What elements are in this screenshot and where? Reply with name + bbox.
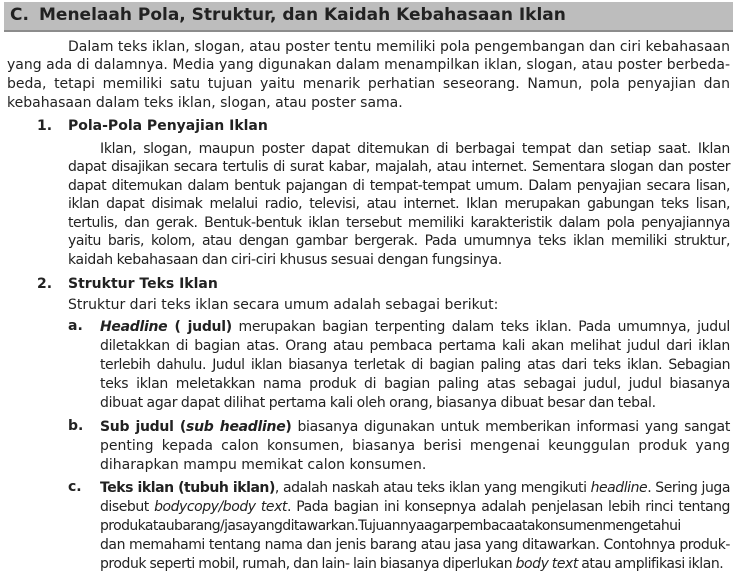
teksiklan-first-rest: , adalah naskah atau teks iklan yang mengikuti [274,480,591,496]
section-title: Menelaah Pola, Struktur, dan Kaidah Kebahasaan Iklan [39,5,566,25]
teksiklan-line: dan memahami tentang nama dan jenis barang atau jasa yang ditawarkan. Contohnya produk- [100,537,730,553]
subjudul-term-close: ) [285,419,292,435]
item1-line: Iklan, slogan, maupun poster dapat ditemukan di berbagai tempat dan setiap saat. Iklan [100,141,730,157]
struktur-lead: Struktur dari teks iklan secara umum adalah sebagai berikut: [68,297,499,313]
teksiklan-headline-italic: headline [590,480,648,496]
teksiklan-line [100,555,723,573]
item1-line: kaidah kebahasaan dan ciri-ciri khusus sesuai dengan fungsinya. [68,252,502,268]
teksiklan-line [100,479,730,497]
item-number: 2. [37,276,53,292]
headline-term: Headline [100,319,168,335]
headline-line: dibuat agar dapat dilihat pertama kali oleh orang, biasanya dibuat besar dan tebal. [100,395,656,411]
subjudul-line: diharapkan mampu memikat calon konsumen. [100,457,427,473]
teksiklan-first-end: . Sering juga [647,480,730,496]
subjudul-term-italic: sub headline [186,419,286,435]
teksiklan-l5-end: atau amplifikasi iklan. [577,556,724,572]
item1-line: iklan dapat disimak melalui radio, televisi, atau internet. Iklan merupakan gabungan teks lisan, [68,196,730,212]
subjudul-term: Sub judul ( [100,419,187,435]
subheading-struktur: Struktur Teks Iklan [68,276,218,292]
list-letter: b. [68,418,84,434]
teksiklan-l2-start: disebut [100,499,155,515]
subjudul-first-rest: biasanya digunakan untuk memberikan informasi yang sangat [291,419,731,435]
item1-line: yaitu baris, kolom, atau dengan gambar bergerak. Pada umumnya teks iklan memiliki struktur, [68,233,730,249]
intro-line: beda, tetapi memiliki satu tujuan yaitu menarik perhatian seseorang. Namun, pola penyajian dan [7,76,730,92]
teksiklan-l2-end: . Pada bagian ini konsepnya adalah penjelasan lebih rinci tentang [286,499,730,515]
subheading-pola-penyajian: Pola-Pola Penyajian Iklan [68,118,268,134]
section-header [4,2,733,32]
list-letter: c. [68,479,82,495]
teksiklan-l5-start: produk seperti mobil, rumah, dan lain- lain biasanya diperlukan [100,556,516,572]
headline-term-rest: ( judul) [167,319,232,335]
headline-line: terlebih dahulu. Judul iklan biasanya terletak di bagian paling atas dari teks iklan. Sebagian [100,357,730,373]
headline-line: diletakkan di bagian atas. Orang atau pembaca pertama kali akan melihat judul dari iklan [100,338,730,354]
item-number: 1. [37,118,53,134]
item1-line: dapat disajikan secara tertulis di surat kabar, majalah, atau internet. Sementara slogan dan poster [68,159,730,175]
teksiklan-line: produkataubarang/jasayangditawarkan.Tujuannyaagarpembacaatakonsumenmengetahui [100,518,681,534]
item1-line: tertulis, dan gerak. Bentuk-bentuk iklan tersebut memiliki karakteristik dalam pola penyajiannya [68,215,730,231]
headline-first-rest: merupakan bagian terpenting dalam teks iklan. Pada umumnya, judul [231,319,730,335]
teksiklan-bodytext-italic: body text [515,556,578,572]
teksiklan-bodycopy-italic: bodycopy/body text [154,499,287,515]
subjudul-line [100,418,730,436]
headline-line: teks iklan meletakkan nama produk di bagian paling atas sebagai judul, judul biasanya [100,376,730,392]
intro-line: yang ada di dalamnya. Media yang digunakan dalam menampilkan iklan, slogan, atau poster berbeda- [7,57,730,73]
teksiklan-line [100,498,730,516]
section-letter: C. [10,5,29,25]
teksiklan-term: Teks iklan (tubuh iklan) [100,480,275,496]
subjudul-line: penting kepada calon konsumen, biasanya berisi mengenai keunggulan produk yang [100,438,730,454]
item1-line: dapat ditemukan dalam bentuk pajangan di tempat-tempat umum. Dalam penyajian secara lisan, [68,178,730,194]
intro-line: Dalam teks iklan, slogan, atau poster tentu memiliki pola pengembangan dan ciri kebahasaan [68,39,730,55]
headline-line [100,318,730,336]
list-letter: a. [68,318,83,334]
intro-line: kebahasaan dalam teks iklan, slogan, atau poster sama. [7,95,403,111]
